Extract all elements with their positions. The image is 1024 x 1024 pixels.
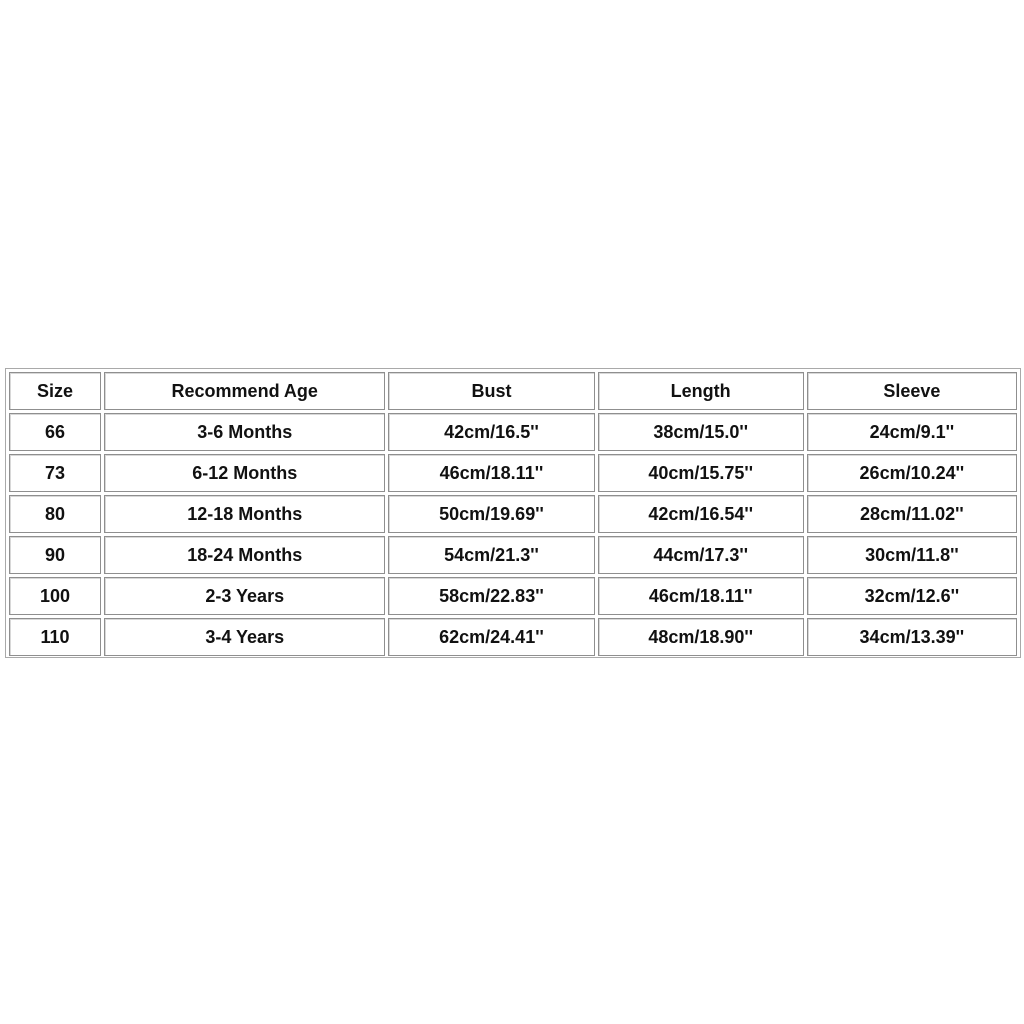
cell-bust: 62cm/24.41''	[388, 618, 594, 656]
cell-bust: 42cm/16.5''	[388, 413, 594, 451]
cell-sleeve: 32cm/12.6''	[807, 577, 1017, 615]
header-row	[9, 372, 1017, 410]
cell-sleeve: 30cm/11.8''	[807, 536, 1017, 574]
cell-length: 46cm/18.11''	[598, 577, 804, 615]
header-size: Size	[9, 372, 101, 410]
header-length: Length	[598, 372, 804, 410]
cell-recommend-age: 3-6 Months	[104, 413, 385, 451]
header-recommend-age: Recommend Age	[104, 372, 385, 410]
table-row	[9, 413, 1017, 451]
size-chart	[5, 368, 1021, 658]
cell-sleeve: 26cm/10.24''	[807, 454, 1017, 492]
cell-sleeve: 24cm/9.1''	[807, 413, 1017, 451]
cell-recommend-age: 6-12 Months	[104, 454, 385, 492]
cell-sleeve: 34cm/13.39''	[807, 618, 1017, 656]
cell-recommend-age: 3-4 Years	[104, 618, 385, 656]
cell-length: 38cm/15.0''	[598, 413, 804, 451]
table-row	[9, 454, 1017, 492]
cell-size: 90	[9, 536, 101, 574]
cell-length: 40cm/15.75''	[598, 454, 804, 492]
header-sleeve: Sleeve	[807, 372, 1017, 410]
cell-size: 73	[9, 454, 101, 492]
cell-length: 44cm/17.3''	[598, 536, 804, 574]
cell-length: 48cm/18.90''	[598, 618, 804, 656]
table-row	[9, 536, 1017, 574]
cell-recommend-age: 18-24 Months	[104, 536, 385, 574]
header-bust: Bust	[388, 372, 594, 410]
cell-size: 66	[9, 413, 101, 451]
table-row	[9, 618, 1017, 656]
cell-size: 80	[9, 495, 101, 533]
cell-size: 100	[9, 577, 101, 615]
cell-sleeve: 28cm/11.02''	[807, 495, 1017, 533]
cell-bust: 46cm/18.11''	[388, 454, 594, 492]
cell-recommend-age: 2-3 Years	[104, 577, 385, 615]
table-row	[9, 495, 1017, 533]
cell-bust: 50cm/19.69''	[388, 495, 594, 533]
cell-size: 110	[9, 618, 101, 656]
size-chart-table	[6, 369, 1020, 659]
cell-length: 42cm/16.54''	[598, 495, 804, 533]
cell-recommend-age: 12-18 Months	[104, 495, 385, 533]
cell-bust: 58cm/22.83''	[388, 577, 594, 615]
table-row	[9, 577, 1017, 615]
cell-bust: 54cm/21.3''	[388, 536, 594, 574]
